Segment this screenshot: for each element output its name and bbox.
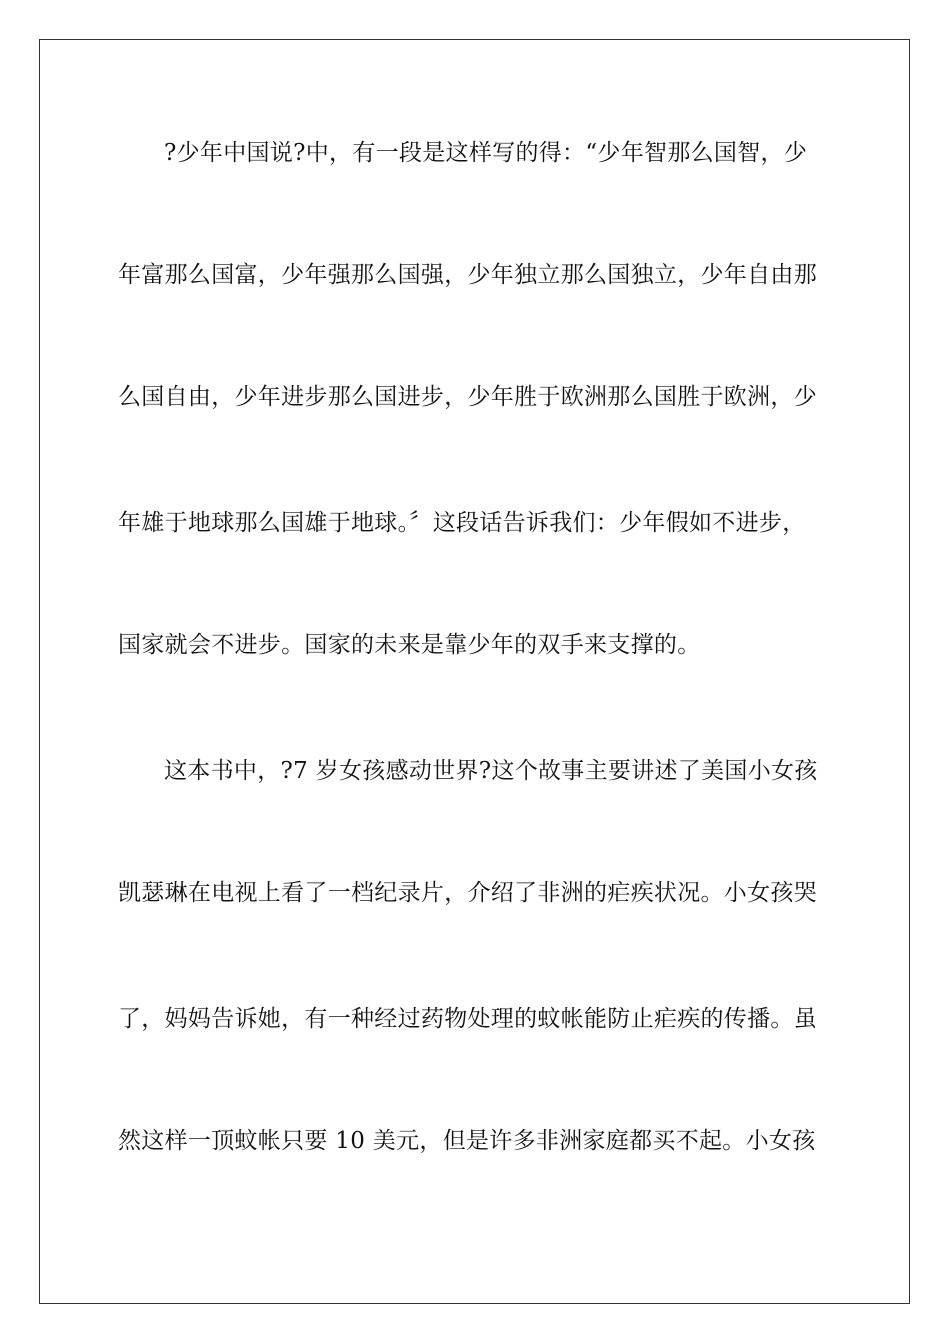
- text-line: 凯瑟琳在电视上看了一档纪录片，介绍了非洲的疟疾状况。小女孩哭: [118, 880, 817, 906]
- text-line: ?少年中国说?中，有一段是这样写的得：“少年智那么国智，少: [164, 140, 808, 166]
- text-line: 了，妈妈告诉她，有一种经过药物处理的蚊帐能防止疟疾的传播。虽: [118, 1006, 817, 1032]
- text-line: 年雄于地球那么国雄于地球。〞这段话告诉我们：少年假如不进步，: [118, 510, 806, 536]
- text-line: 然这样一顶蚊帐只要 10 美元，但是许多非洲家庭都买不起。小女孩: [118, 1128, 816, 1154]
- text-line: 么国自由，少年进步那么国进步，少年胜于欧洲那么国胜于欧洲，少: [118, 384, 817, 410]
- text-line: 这本书中，?7 岁女孩感动世界?这个故事主要讲述了美国小女孩: [164, 758, 818, 784]
- text-line: 国家就会不进步。国家的未来是靠少年的双手来支撑的。: [118, 632, 701, 658]
- page-border: [39, 39, 910, 1304]
- text-line: 年富那么国富，少年强那么国强，少年独立那么国独立，少年自由那: [118, 262, 817, 288]
